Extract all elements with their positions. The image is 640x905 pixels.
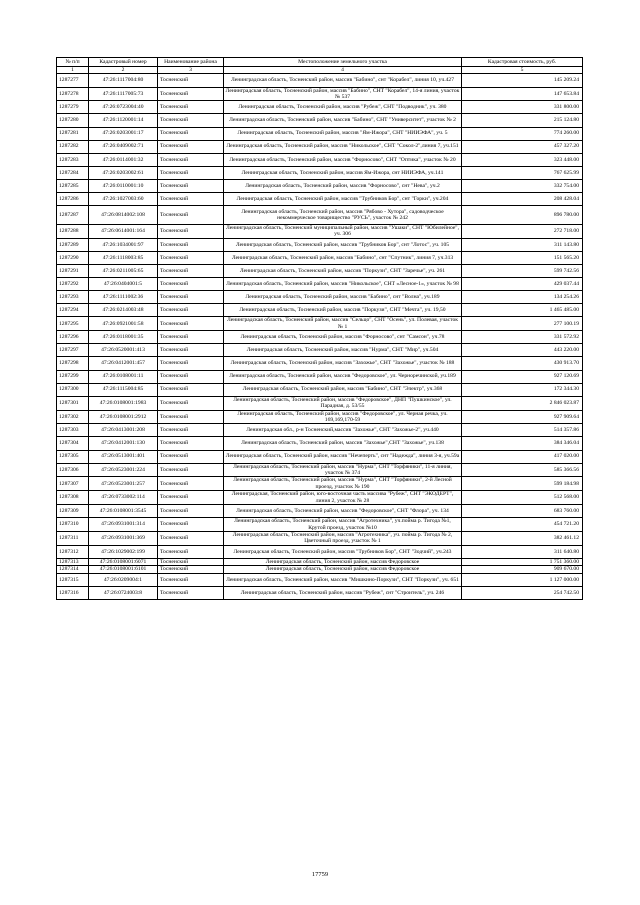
- district-name: Тосненский: [158, 304, 224, 317]
- district-name: Тосненский: [158, 114, 224, 127]
- column-number: 2: [89, 67, 158, 74]
- table-row: [57, 573, 583, 586]
- district-name: Тосненский: [158, 463, 224, 477]
- cadastral-cost: 331 800.00: [462, 101, 583, 114]
- cadastral-cost: 323 448.00: [462, 153, 583, 166]
- row-number: 1287297: [57, 344, 89, 357]
- table-row: [57, 238, 583, 251]
- table-row: [57, 317, 583, 331]
- row-number: 1287298: [57, 357, 89, 370]
- cadastral-number: 47:26:0108001:6071: [89, 558, 158, 565]
- cadastral-cost: 2 846 023.87: [462, 396, 583, 410]
- cadastral-number: 47:26:0108001:11: [89, 370, 158, 383]
- row-number: 1287292: [57, 278, 89, 291]
- district-name: Тосненский: [158, 357, 224, 370]
- header-cost: Кадастровая стоимость, руб.: [462, 58, 583, 67]
- table-row: [57, 101, 583, 114]
- cadastral-cost: 172 344.30: [462, 383, 583, 396]
- cadastral-cost: 443 220.00: [462, 344, 583, 357]
- location: Ленинградская область, Тосненский район, массив "Форносово", снт "Самсон", уч.78: [224, 331, 462, 344]
- table-row: [57, 179, 583, 192]
- cadastral-number: 47:26:1111002:36: [89, 291, 158, 304]
- row-number: 1287307: [57, 477, 89, 491]
- district-name: Тосненский: [158, 424, 224, 437]
- location: Ленинградская область, Тосненский район, массив "Мишкино-Поркузи", СНТ "Поркузи", уч. 651: [224, 573, 462, 586]
- row-number: 1287278: [57, 87, 89, 101]
- row-number: 1287296: [57, 331, 89, 344]
- row-number: 1287286: [57, 192, 89, 205]
- cadastral-number: 47:26:0614001:164: [89, 225, 158, 239]
- location: Ленинградская область, Тосненский муниципальный район, массив "Ушаки", СНТ "Юбилейное", уч. 306: [224, 225, 462, 239]
- cadastral-number: 47:26:0110001:10: [89, 179, 158, 192]
- cadastral-cost: 384 346.04: [462, 437, 583, 450]
- table-row: [57, 166, 583, 179]
- column-number: 4: [224, 67, 462, 74]
- cadastral-number: 47:26:0214003:48: [89, 304, 158, 317]
- location: Ленинградская обл., р-н Тосненский,массив "Захожье", СНТ "Захожье-2", уч.440: [224, 424, 462, 437]
- cadastral-cost: 514 357.86: [462, 424, 583, 437]
- cadastral-value-table: [56, 57, 583, 600]
- location: Ленинградская область, Тосненский район, массив "Агротехника", уч.пойма р. Тигода №1, Крутой проезд, участок №10: [224, 518, 462, 532]
- row-number: 1287280: [57, 114, 89, 127]
- district-name: Тосненский: [158, 383, 224, 396]
- cadastral-cost: 457 327.20: [462, 140, 583, 153]
- table-row: [57, 370, 583, 383]
- column-number: 1: [57, 67, 89, 74]
- row-number: 1287288: [57, 225, 89, 239]
- location: Ленинградская область, Тосненский район, массив Федоровское: [224, 566, 462, 573]
- table-row: [57, 505, 583, 518]
- cadastral-number: 47:26:0114001:32: [89, 153, 158, 166]
- cadastral-cost: 454 721.20: [462, 518, 583, 532]
- row-number: 1287289: [57, 238, 89, 251]
- table-row: [57, 566, 583, 573]
- district-name: Тосненский: [158, 396, 224, 410]
- district-name: Тосненский: [158, 140, 224, 153]
- row-number: 1287310: [57, 518, 89, 532]
- district-name: Тосненский: [158, 238, 224, 251]
- cadastral-number: 47:26:0108001:6101: [89, 566, 158, 573]
- location: Ленинградская область, Тосненский район, массив "Федоровское", ул. Черная речка, уч. 169,169,170-59: [224, 410, 462, 424]
- location: Ленинградская область, Тосненский район, массив "Захожье", СНТ "Захожье", участок № 188: [224, 357, 462, 370]
- cadastral-cost: 254 742.50: [462, 586, 583, 599]
- row-number: 1287314: [57, 566, 89, 573]
- table-row: [57, 278, 583, 291]
- cadastral-number: 47:26:0108001:1983: [89, 396, 158, 410]
- cadastral-cost: 145 209.24: [462, 74, 583, 87]
- table-row: [57, 531, 583, 545]
- cadastral-number: 47:26:0118001:35: [89, 331, 158, 344]
- row-number: 1287279: [57, 101, 89, 114]
- cadastral-number: 47:26:0931001:369: [89, 531, 158, 545]
- table-row: [57, 477, 583, 491]
- location: Ленинградская область, Тосненский район, массив "Захожье",СНТ "Захожье", уч.138: [224, 437, 462, 450]
- location: Ленинградская область, Тосненский район, массив "Бабино", снт "Спутник", линия 7, уч.313: [224, 251, 462, 264]
- table-row: [57, 410, 583, 424]
- location: Ленинградская область, Тосненский район, массив "Трубников Бор", снт "Горки", уч.204: [224, 192, 462, 205]
- district-name: Тосненский: [158, 127, 224, 140]
- district-name: Тосненский: [158, 370, 224, 383]
- cadastral-number: 47:26:0733002:114: [89, 491, 158, 505]
- location: Ленинградская область, Тосненский район, массив "Бабино", снт "Волна", уч.189: [224, 291, 462, 304]
- district-name: Тосненский: [158, 166, 224, 179]
- cadastral-cost: 909 670.00: [462, 566, 583, 573]
- cadastral-number: 47:26:1034001:97: [89, 238, 158, 251]
- cadastral-number: 47:26:0724003:8: [89, 586, 158, 599]
- table-row: [57, 225, 583, 239]
- cadastral-cost: 134 254.26: [462, 291, 583, 304]
- district-name: Тосненский: [158, 531, 224, 545]
- table-row: [57, 265, 583, 278]
- cadastral-number: 47:26:1118003:85: [89, 251, 158, 264]
- cadastral-table-sheet: [56, 57, 582, 600]
- cadastral-cost: 767 625.99: [462, 166, 583, 179]
- column-number: 3: [158, 67, 224, 74]
- row-number: 1287285: [57, 179, 89, 192]
- row-number: 1287284: [57, 166, 89, 179]
- location: Ленинградская, Тосненский район, юго-восточная часть массива "Рубеж", СНТ "ЭКОДЕРТ", линия 2, участок № 28: [224, 491, 462, 505]
- district-name: Тосненский: [158, 344, 224, 357]
- table-row: [57, 396, 583, 410]
- header-district: Наименование района: [158, 58, 224, 67]
- cadastral-cost: 927 909.64: [462, 410, 583, 424]
- table-row: [57, 192, 583, 205]
- cadastral-number: 47:26:0931001:314: [89, 518, 158, 532]
- location: Ленинградская область, Тосненский район, массив "Нурма", СНТ "Торфяники", 2-й Лесной проезд, участок № 190: [224, 477, 462, 491]
- location: Ленинградская область, Тосненский район, массив "Бабино", снт "Корабел", линия 10, уч.427: [224, 74, 462, 87]
- location: Ленинградская область, Тосненский район, массив "Ям-Ижора", СНТ "НИИЭФА", уч. 5: [224, 127, 462, 140]
- location: Ленинградская область, Тосненский район, массив Федоровское: [224, 558, 462, 565]
- district-name: Тосненский: [158, 545, 224, 558]
- cadastral-cost: 215 124.80: [462, 114, 583, 127]
- district-name: Тосненский: [158, 586, 224, 599]
- cadastral-cost: 774 260.00: [462, 127, 583, 140]
- cadastral-cost: 927 120.69: [462, 370, 583, 383]
- location: Ленинградская область, Тосненский район, массив Ям-Ижора, снт НИИЭФА, уч.141: [224, 166, 462, 179]
- cadastral-number: 47:26:0723004:40: [89, 101, 158, 114]
- cadastral-cost: 417 020.00: [462, 450, 583, 463]
- row-number: 1287277: [57, 74, 89, 87]
- table-row: [57, 304, 583, 317]
- table-row: [57, 87, 583, 101]
- row-number: 1287287: [57, 206, 89, 225]
- table-row: [57, 140, 583, 153]
- cadastral-number: 47:26:0513001:401: [89, 450, 158, 463]
- header-number: № п/п: [57, 58, 89, 67]
- cadastral-cost: 683 760.00: [462, 505, 583, 518]
- district-name: Тосненский: [158, 74, 224, 87]
- row-number: 1287283: [57, 153, 89, 166]
- cadastral-cost: 208 428.04: [462, 192, 583, 205]
- table-row: [57, 114, 583, 127]
- cadastral-number: 47:26:1117004:80: [89, 74, 158, 87]
- row-number: 1287308: [57, 491, 89, 505]
- cadastral-cost: 585 366.56: [462, 463, 583, 477]
- cadastral-cost: 512 568.00: [462, 491, 583, 505]
- district-name: Тосненский: [158, 566, 224, 573]
- row-number: 1287315: [57, 573, 89, 586]
- header-cadastral-number: Кадастровый номер: [89, 58, 158, 67]
- cadastral-cost: 429 037.44: [462, 278, 583, 291]
- cadastral-number: 47:26:0413001:208: [89, 424, 158, 437]
- cadastral-number: 47:26:1115004:85: [89, 383, 158, 396]
- district-name: Тосненский: [158, 437, 224, 450]
- table-row: [57, 331, 583, 344]
- table-row: [57, 545, 583, 558]
- cadastral-number: 47:26:0412001:457: [89, 357, 158, 370]
- table-row: [57, 450, 583, 463]
- cadastral-number: 47:26:0108001:2912: [89, 410, 158, 424]
- district-name: Тосненский: [158, 573, 224, 586]
- location: Ленинградская область, Тосненский район, массив "Бабино", СНТ "Корабел", 14-я линия, участок № 537: [224, 87, 462, 101]
- district-name: Тосненский: [158, 450, 224, 463]
- district-name: Тосненский: [158, 206, 224, 225]
- location: Ленинградская область, Тосненский район, массив "Бабино", СНТ "Электр", уч.368: [224, 383, 462, 396]
- district-name: Тосненский: [158, 179, 224, 192]
- location: Ленинградская область, Тосненский район, массив "Нурма", СНТ "Мир", уч.504: [224, 344, 462, 357]
- district-name: Тосненский: [158, 410, 224, 424]
- row-number: 1287305: [57, 450, 89, 463]
- row-number: 1287295: [57, 317, 89, 331]
- district-name: Тосненский: [158, 505, 224, 518]
- row-number: 1287316: [57, 586, 89, 599]
- location: Ленинградская область, Тосненский район, массив "Трубников Бор", СНТ "Зодчий", уч.243: [224, 545, 462, 558]
- table-row: [57, 344, 583, 357]
- row-number: 1287302: [57, 410, 89, 424]
- cadastral-cost: 311 143.80: [462, 238, 583, 251]
- district-name: Тосненский: [158, 331, 224, 344]
- row-number: 1287300: [57, 383, 89, 396]
- district-name: Тосненский: [158, 291, 224, 304]
- location: Ленинградская область, Тосненский район, массив "Бабино", СНТ "Университет", участок № 2: [224, 114, 462, 127]
- location: Ленинградская область, Тосненский район, массив "Федоровское", ул. Черноречинской, уч.189: [224, 370, 462, 383]
- cadastral-number: 47:26:1117005:73: [89, 87, 158, 101]
- location: Ленинградская область, Тосненский район, массив "Рубеж", снт "Строитель", уч. 246: [224, 586, 462, 599]
- location: Ленинградская область, Тосненский район, массив "Поркузи", СНТ "Заречье", уч. 261: [224, 265, 462, 278]
- district-name: Тосненский: [158, 518, 224, 532]
- row-number: 1287312: [57, 545, 89, 558]
- row-number: 1287282: [57, 140, 89, 153]
- row-number: 1287299: [57, 370, 89, 383]
- cadastral-cost: 599 184.98: [462, 477, 583, 491]
- table-row: [57, 437, 583, 450]
- cadastral-cost: 430 913.70: [462, 357, 583, 370]
- location: Ленинградская область, Тосненский район, массив "Сельцо", СНТ "Осень", ул. Полевая, участок № 1: [224, 317, 462, 331]
- cadastral-cost: 1 465 485.00: [462, 304, 583, 317]
- cadastral-cost: 147 653.84: [462, 87, 583, 101]
- location: Ленинградская область, Тосненский район, массив "Никольское", СНТ "Сокол-2",линия 7, уч.151: [224, 140, 462, 153]
- row-number: 1287304: [57, 437, 89, 450]
- district-name: Тосненский: [158, 101, 224, 114]
- table-row: [57, 153, 583, 166]
- page-number: 17759: [311, 871, 329, 878]
- cadastral-number: 47:26:0108001:3545: [89, 505, 158, 518]
- location: Ленинградская область, Тосненский район, массив "Никольское", СНТ «Лесное-1», участок № 98: [224, 278, 462, 291]
- district-name: Тосненский: [158, 225, 224, 239]
- table-row: [57, 74, 583, 87]
- cadastral-number: 47:26:0523001:257: [89, 477, 158, 491]
- district-name: Тосненский: [158, 251, 224, 264]
- row-number: 1287291: [57, 265, 89, 278]
- district-name: Тосненский: [158, 317, 224, 331]
- cadastral-cost: 332 754.00: [462, 179, 583, 192]
- cadastral-number: 47:26:0409002:71: [89, 140, 158, 153]
- district-name: Тосненский: [158, 153, 224, 166]
- district-name: Тосненский: [158, 278, 224, 291]
- table-header-row: [57, 58, 583, 67]
- table-row: [57, 424, 583, 437]
- row-number: 1287293: [57, 291, 89, 304]
- table-body: [57, 74, 583, 599]
- row-number: 1287313: [57, 558, 89, 565]
- cadastral-cost: 599 742.56: [462, 265, 583, 278]
- row-number: 1287311: [57, 531, 89, 545]
- location: Ленинградская область, Тосненский район, массив "Трубников Бор", снт "Лотос", уч. 105: [224, 238, 462, 251]
- cadastral-cost: 331 572.92: [462, 331, 583, 344]
- cadastral-number: 47:26:0211005:65: [89, 265, 158, 278]
- cadastral-cost: 1 751 360.00: [462, 558, 583, 565]
- location: Ленинградская область, Тосненский район, массив "Рябово - Хутора", садоводческое некоммерческое товарищество "РУСЬ", участок № 242: [224, 206, 462, 225]
- row-number: 1287303: [57, 424, 89, 437]
- row-number: 1287294: [57, 304, 89, 317]
- location: Ленинградская область, Тосненский район, массив "Нурма", СНТ "Торфяники", 11-я линия, участок № 374: [224, 463, 462, 477]
- cadastral-number: 47:26:1027003:60: [89, 192, 158, 205]
- cadastral-number: 47:26:0404001:5: [89, 278, 158, 291]
- cadastral-cost: 277 100.19: [462, 317, 583, 331]
- cadastral-number: 47:26:0209004:1: [89, 573, 158, 586]
- location: Ленинградская область, Тосненский район, массив "Агротехника", уч. пойма р. Тигода № 2, Цветочный проезд, участок № 1: [224, 531, 462, 545]
- cadastral-cost: 151 565.20: [462, 251, 583, 264]
- cadastral-cost: 311 640.80: [462, 545, 583, 558]
- cadastral-number: 47:26:0203001:17: [89, 127, 158, 140]
- row-number: 1287306: [57, 463, 89, 477]
- district-name: Тосненский: [158, 491, 224, 505]
- district-name: Тосненский: [158, 265, 224, 278]
- cadastral-number: 47:26:0523001:224: [89, 463, 158, 477]
- table-row: [57, 206, 583, 225]
- table-row: [57, 491, 583, 505]
- table-row: [57, 463, 583, 477]
- table-row: [57, 518, 583, 532]
- location: Ленинградская область, Тосненский район, массив "Федоровское", ДНП "Пушкинское", ул. Парадная, д. 53/55: [224, 396, 462, 410]
- cadastral-number: 47:26:1029002:199: [89, 545, 158, 558]
- column-number-row: [57, 67, 583, 74]
- row-number: 1287290: [57, 251, 89, 264]
- location: Ленинградская область, Тосненский район, массив "Форносово", СНТ "Оптика", участок № 20: [224, 153, 462, 166]
- location: Ленинградская область, Тосненский район, массив "Нечеперть", снт "Надежда", линия 3-я, уч.59а: [224, 450, 462, 463]
- district-name: Тосненский: [158, 87, 224, 101]
- district-name: Тосненский: [158, 192, 224, 205]
- table-row: [57, 357, 583, 370]
- cadastral-cost: 382 461.12: [462, 531, 583, 545]
- column-number: 5: [462, 67, 583, 74]
- table-row: [57, 291, 583, 304]
- row-number: 1287301: [57, 396, 89, 410]
- cadastral-cost: 272 718.00: [462, 225, 583, 239]
- table-row: [57, 586, 583, 599]
- table-row: [57, 251, 583, 264]
- cadastral-number: 47:26:0520001:413: [89, 344, 158, 357]
- cadastral-number: 47:26:0814002:108: [89, 206, 158, 225]
- location: Ленинградская область, Тосненский район, массив "Форносово", снт "Нева", уч.2: [224, 179, 462, 192]
- row-number: 1287309: [57, 505, 89, 518]
- location: Ленинградская область, Тосненский район, массив "Федоровское", СНТ "Флора", уч. 134: [224, 505, 462, 518]
- header-location: Местоположение земельного участка: [224, 58, 462, 67]
- table-row: [57, 383, 583, 396]
- cadastral-cost: 1 127 000.00: [462, 573, 583, 586]
- cadastral-number: 47:26:0412001:130: [89, 437, 158, 450]
- cadastral-number: 47:26:1120001:14: [89, 114, 158, 127]
- table-row: [57, 127, 583, 140]
- location: Ленинградская область, Тосненский район, массив "Поркузи", СНТ "Мечта", уч. 19,50: [224, 304, 462, 317]
- cadastral-cost: 896 780.00: [462, 206, 583, 225]
- location: Ленинградская область, Тосненский район, массив "Рубеж", СНТ "Подводник", уч. 380: [224, 101, 462, 114]
- district-name: Тосненский: [158, 558, 224, 565]
- cadastral-number: 47:26:0203002:61: [89, 166, 158, 179]
- district-name: Тосненский: [158, 477, 224, 491]
- row-number: 1287281: [57, 127, 89, 140]
- table-row: [57, 558, 583, 565]
- cadastral-number: 47:26:0921001:58: [89, 317, 158, 331]
